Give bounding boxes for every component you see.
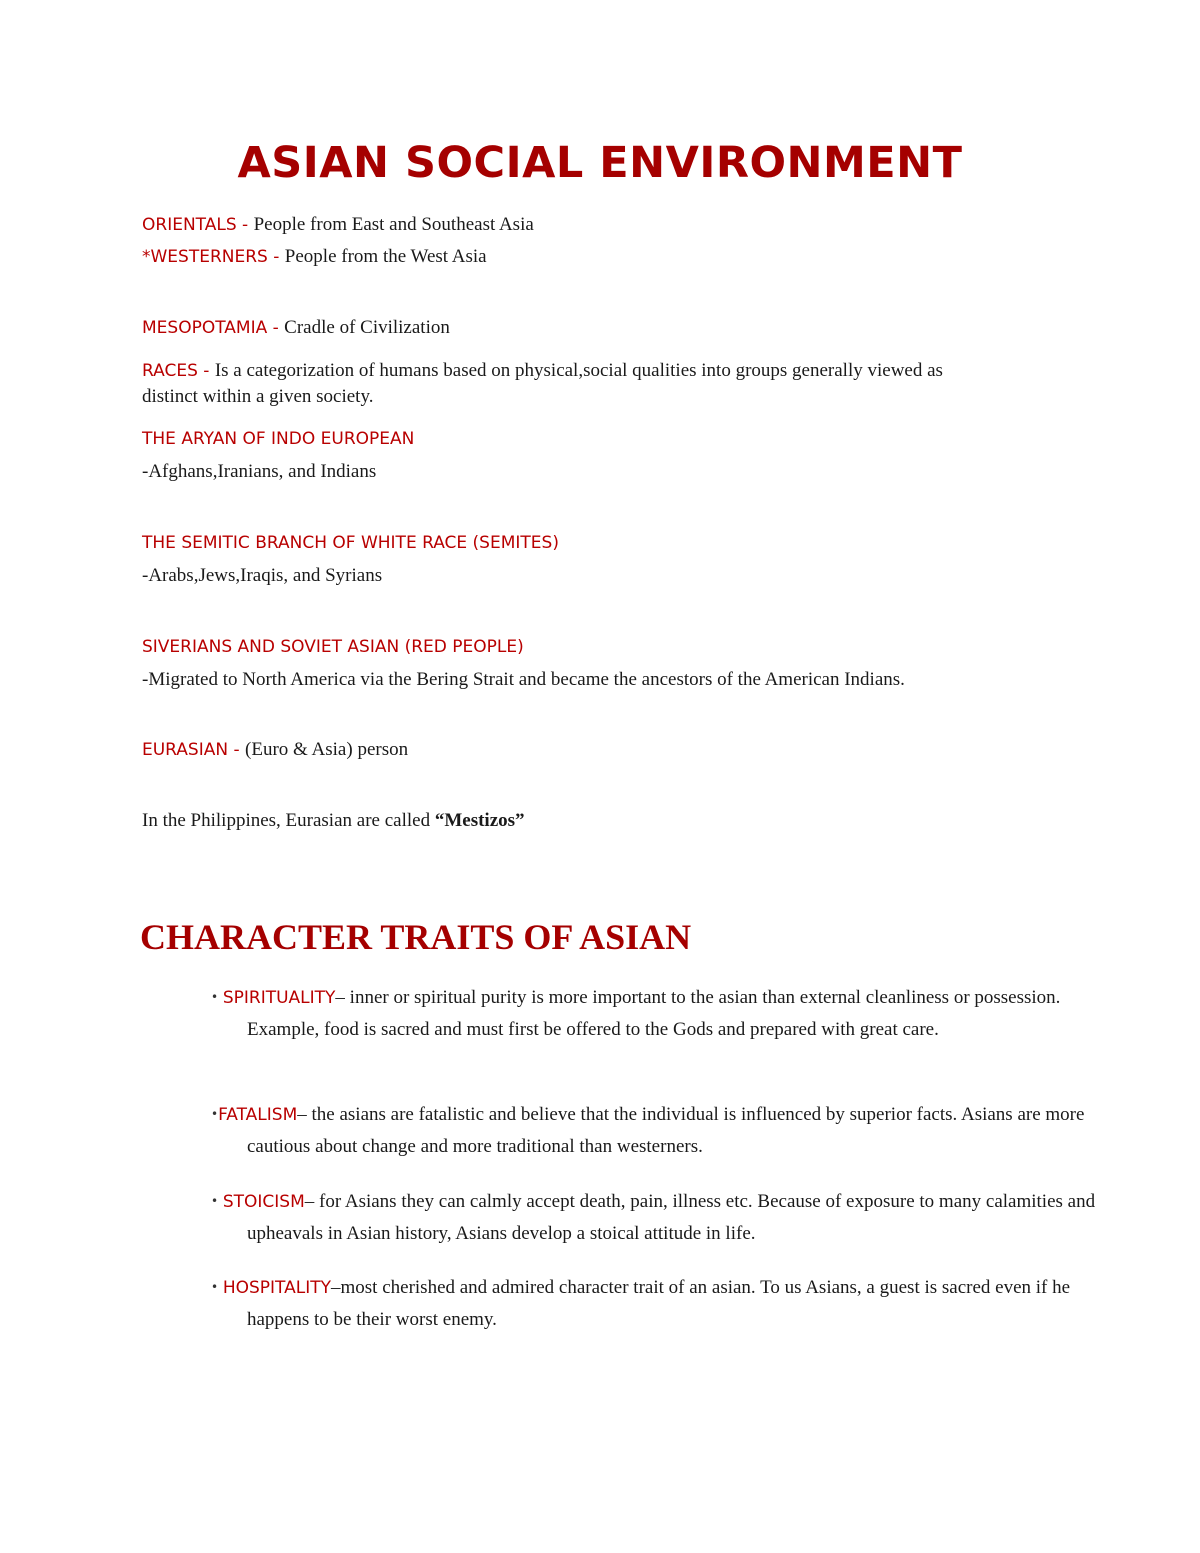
- trait-hospitality: • HOSPITALITY–most cherished and admired character trait of an asian. To us Asians, a guest is sacred even if he happens to be their worst enemy.: [211, 1277, 1071, 1330]
- philippines-text: In the Philippines, Eurasian are called: [142, 810, 435, 831]
- trait-term: SPIRITUALITY: [222, 988, 336, 1008]
- definition-text: Is a categorization of humans based on physical,social qualities into groups generally viewed as: [214, 360, 943, 381]
- trait-text: inner or spiritual purity is more important to the asian than external cleanliness or possession. Example, food is sacred and must first be offered to the Gods and prepared with great care.: [247, 987, 1061, 1040]
- definition-races-continued: distinct within a given society.: [142, 386, 374, 407]
- trait-text: for Asians they can calmly accept death, pain, illness etc. Because of exposure to many calamities and upheavals in Asian history, Asians develop a stoical attitude in life.: [247, 1191, 1096, 1244]
- document-title: ASIAN SOCIAL ENVIRONMENT: [237, 138, 963, 188]
- trait-stoicism: • STOICISM– for Asians they can calmly accept death, pain, illness etc. Because of exposure to many calamities and upheavals in Asian history, Asians develop a stoical attitude in life.: [211, 1191, 1096, 1244]
- trait-spirituality: • SPIRITUALITY– inner or spiritual purity is more important to the asian than external cleanliness or possession. Example, food is sacred and must first be offered to the Gods and prepared with great care.: [211, 987, 1061, 1040]
- section-title-character-traits: CHARACTER TRAITS OF ASIAN: [140, 917, 692, 957]
- term-races: RACES: [142, 361, 198, 381]
- group-text-aryan: -Afghans,Iranians, and Indians: [142, 461, 377, 482]
- trait-text: most cherished and admired character trait of an asian. To us Asians, a guest is sacred even if he happens to be their worst enemy.: [247, 1277, 1071, 1330]
- term-orientals: ORIENTALS: [142, 215, 237, 235]
- trait-fatalism: •FATALISM– the asians are fatalistic and believe that the individual is influenced by superior facts. Asians are more cautious about change and more traditional than westerners.: [211, 1104, 1085, 1157]
- definition-eurasian: EURASIAN - (Euro & Asia) person: [142, 739, 409, 760]
- definition-text: People from East and Southeast Asia: [253, 214, 534, 235]
- group-heading-aryan: THE ARYAN OF INDO EUROPEAN: [142, 429, 415, 449]
- trait-term: STOICISM: [222, 1192, 305, 1212]
- definition-text: Cradle of Civilization: [284, 317, 450, 338]
- bullet-icon: •: [211, 1107, 219, 1121]
- bullet-icon: •: [211, 990, 219, 1004]
- group-text-siverians: -Migrated to North America via the Bering Strait and became the ancestors of the American Indians.: [142, 669, 905, 690]
- mestizos-emphasis: “Mestizos”: [434, 810, 525, 831]
- term-westerners: *WESTERNERS: [142, 247, 268, 267]
- trait-term: HOSPITALITY: [222, 1278, 331, 1298]
- philippines-note: [142, 808, 525, 834]
- definition-mesopotamia: MESOPOTAMIA - Cradle of Civilization: [142, 317, 450, 338]
- group-text-semitic: -Arabs,Jews,Iraqis, and Syrians: [142, 565, 383, 586]
- bullet-icon: •: [211, 1194, 219, 1208]
- trait-text: the asians are fatalistic and believe that the individual is influenced by superior facts. Asians are more cautious about change and more traditional than westerners.: [247, 1104, 1085, 1157]
- bullet-icon: •: [211, 1280, 219, 1294]
- term-eurasian: EURASIAN: [142, 740, 229, 760]
- definition-orientals: ORIENTALS - People from East and Southeast Asia: [142, 214, 534, 235]
- trait-term: FATALISM: [218, 1105, 298, 1125]
- definition-text: (Euro & Asia) person: [245, 739, 409, 760]
- definition-races: RACES - Is a categorization of humans based on physical,social qualities into groups generally viewed as: [142, 360, 943, 381]
- definition-westerners: *WESTERNERS - People from the West Asia: [142, 246, 487, 267]
- group-heading-semitic: THE SEMITIC BRANCH OF WHITE RACE (SEMITES): [142, 533, 559, 553]
- group-heading-siverians: SIVERIANS AND SOVIET ASIAN (RED PEOPLE): [142, 637, 524, 657]
- definition-text: People from the West Asia: [284, 246, 487, 267]
- term-mesopotamia: MESOPOTAMIA: [142, 318, 268, 338]
